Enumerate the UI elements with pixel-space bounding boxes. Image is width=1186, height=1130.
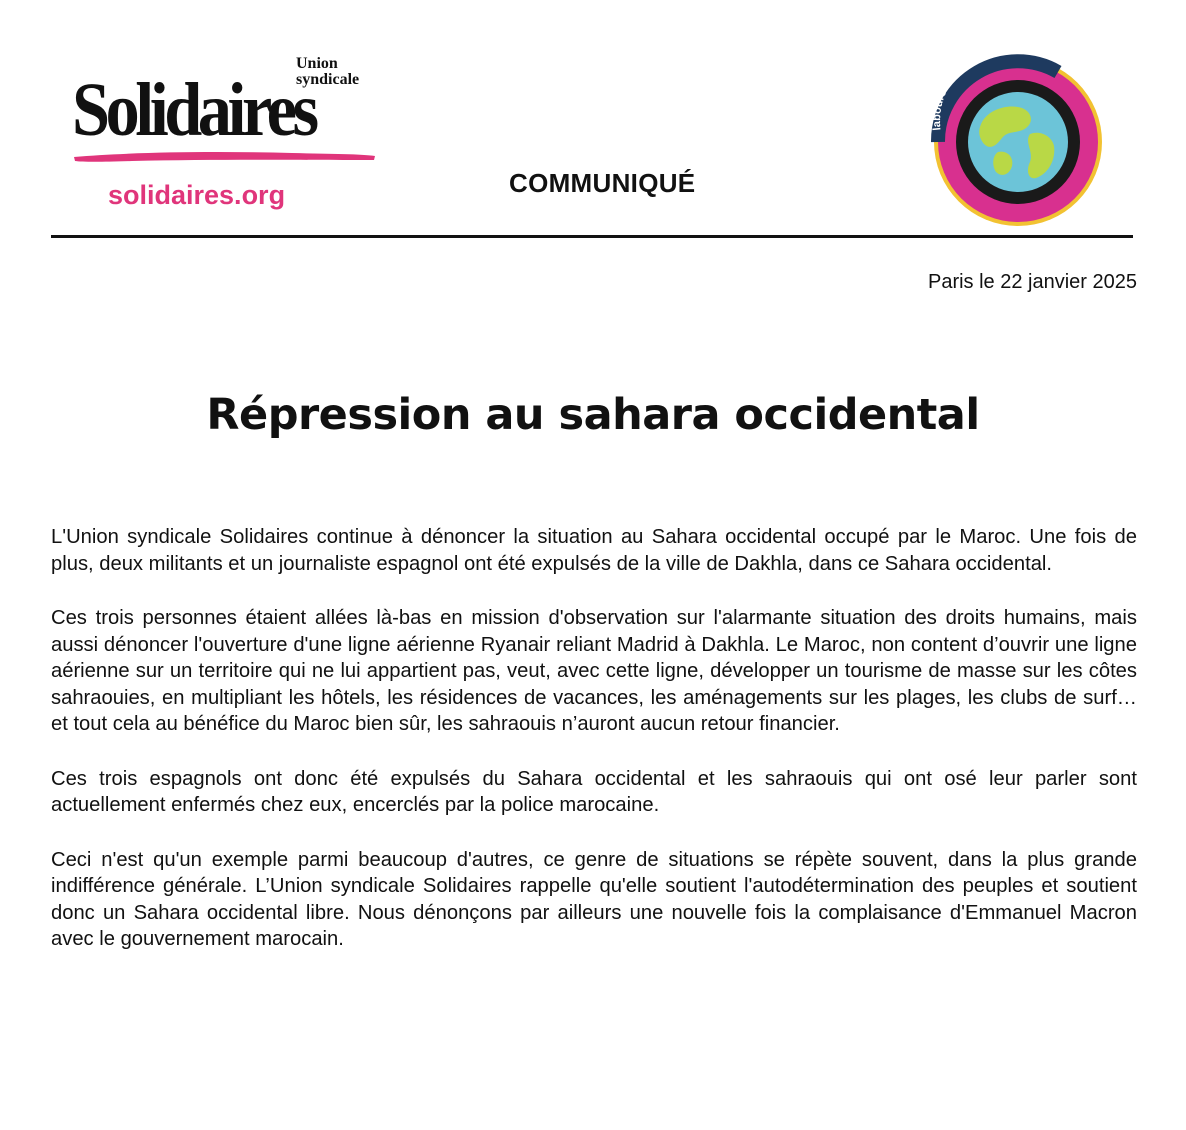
document-title: Répression au sahara occidental [206,390,980,440]
document-type: COMMUNIQUÉ [509,168,696,198]
paragraph: Ces trois espagnols ont donc été expulsés du Sahara occidental et les sahraouis qui ont osé leur parler sont actuellement enfermés chez eux, encerclés par la police marocaine. [51,767,1137,816]
logo-url: solidaires.org [108,180,286,210]
paragraph: Ceci n'est qu'un exemple parmi beaucoup d'autres, ce genre de situations se répète souvent, dans la plus grande indifférence générale. L’Union syndicale Solidaires rappelle qu'elle soutient l'autodétermination des peuples et soutient donc un Sahara occidental libre. Nous dénonçons par ailleurs une nouvelle fois la complaisance d'Emmanuel Macron avec le gouvernement marocain. [51,848,1137,950]
partner-logo-text: laboursolidarity.org [930,43,994,132]
logo-tagline: Union syndicale [296,55,360,88]
solidaires-logo [70,50,390,220]
document-date: Paris le 22 janvier 2025 [927,271,1137,293]
header-divider [51,235,1133,238]
logo-brush-stroke [72,148,377,164]
document-body [51,524,1137,981]
paragraph: L'Union syndicale Solidaires continue à dénoncer la situation au Sahara occidental occupé par le Maroc. Une fois de plus, deux militants et un journaliste espagnol ont été expulsés de la ville de Dakhla, dans ce Sahara occidental. [51,526,1137,575]
logo-wordmark: Solidaires [72,68,315,152]
paragraph: Ces trois personnes étaient allées là-bas en mission d'observation sur l'alarmante situation des droits humains, mais aussi dénoncer l'ouverture d'une ligne aérienne Ryanair reliant Madrid à Dakhla. Le Maroc, non content d’ouvrir une ligne aérienne sur un territoire qui ne lui appartient pas, veut, avec cette ligne, développer un tourisme de masse sur les côtes sahraouies, en multipliant les hôtels, les résidences de vacances, les aménagements sur les plages, les clubs de surf… et tout cela au bénéfice du Maroc bien sûr, les sahraouis n’auront aucun retour financier. [51,607,1137,735]
partner-logo [918,38,1110,230]
